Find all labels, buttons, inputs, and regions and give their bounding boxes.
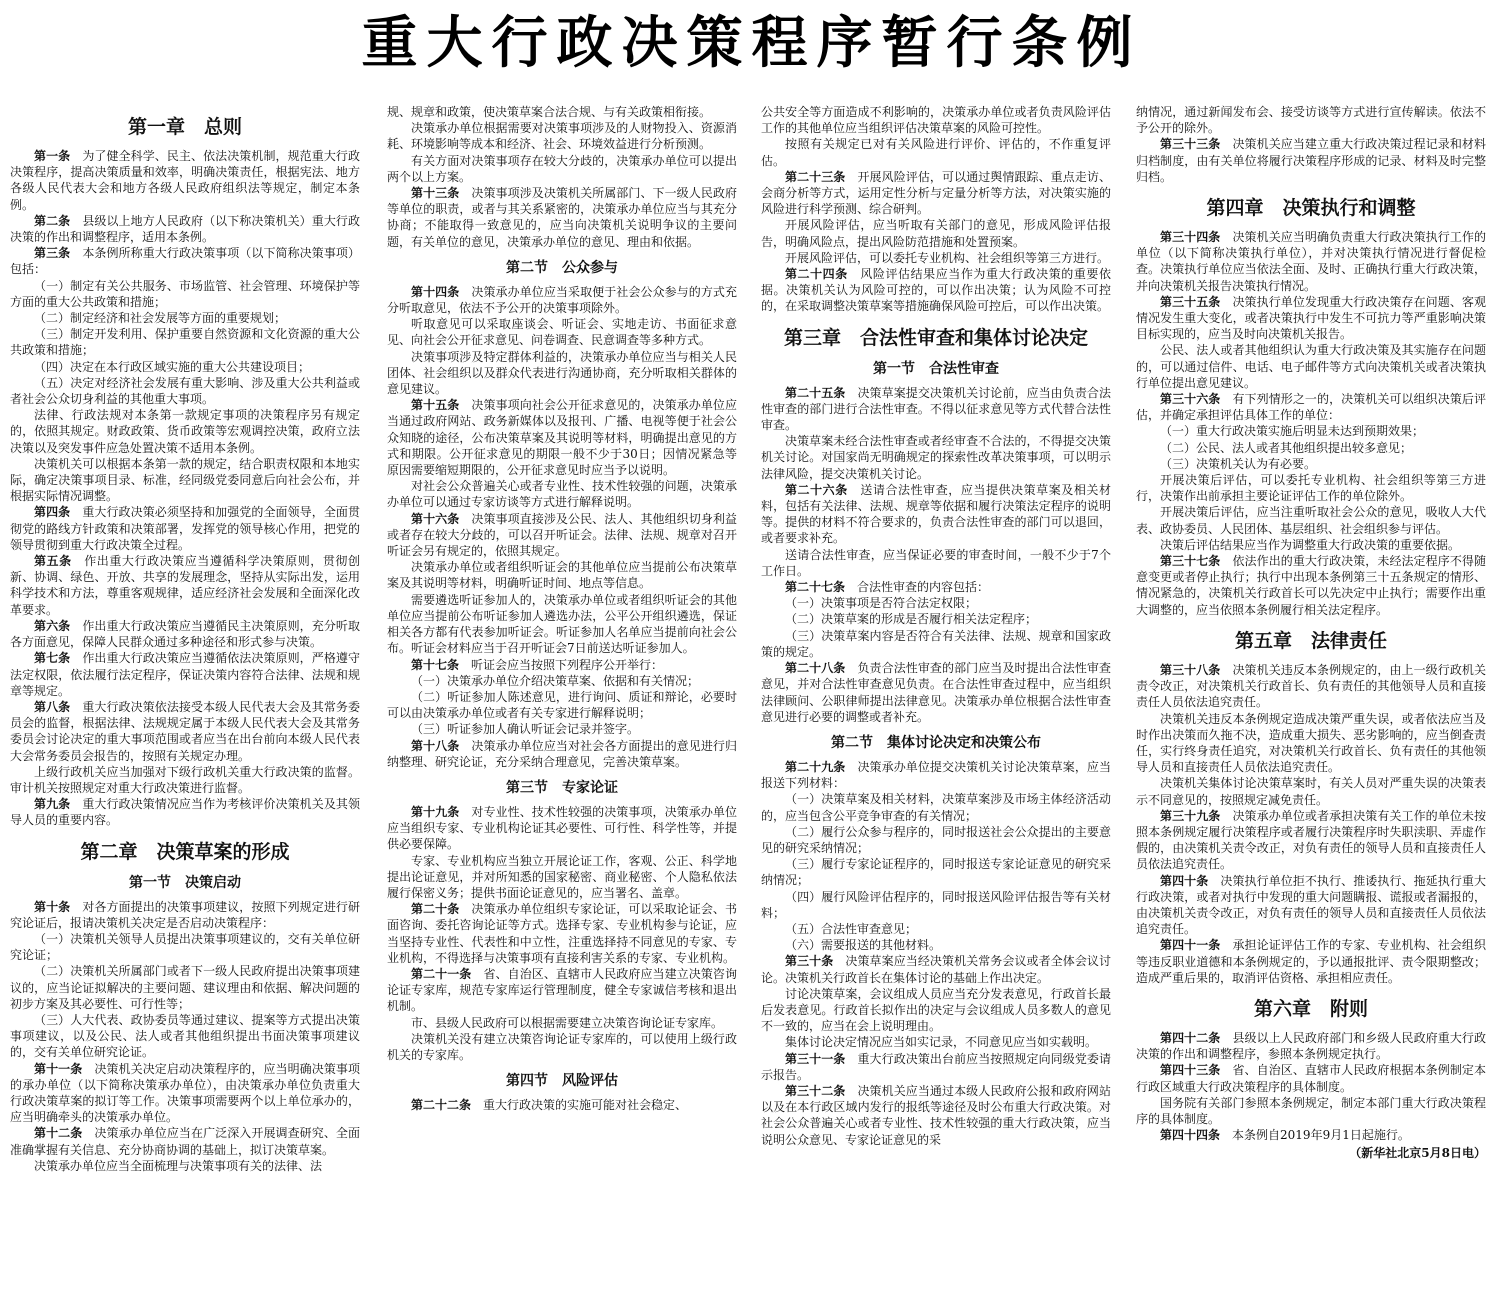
article-text: （一）决策草案及相关材料，决策草案涉及市场主体经济活动的，应当包含公平竞争审查的有关情况；: [761, 792, 1111, 823]
article-number: 第十九条: [411, 804, 460, 819]
article-text: （一）重大行政决策实施后明显未达到预期效果；: [1160, 424, 1425, 439]
article-text: 规、规章和政策，使决策草案合法合规、与有关政策相衔接。: [387, 105, 712, 119]
article-paragraph: [761, 104, 1111, 136]
article-text: 开展风险评估，应当听取有关部门的意见，形成风险评估报告，明确风险点，提出风险防范措施和处置预案。: [761, 218, 1111, 249]
article-paragraph: [761, 547, 1111, 579]
article-paragraph: [387, 120, 737, 152]
article-paragraph: [10, 553, 360, 618]
article-number: 第二十三条: [785, 169, 846, 184]
article-paragraph: [387, 592, 737, 657]
article-paragraph: [1136, 472, 1486, 504]
article-text: 决策机关违反本条例规定造成决策严重失误，或者依法应当及时作出决策而久拖不决，造成重大损失、恶劣影响的，应当倒查责任，实行终身责任追究，对决策机关行政首长、负有责任的其他领导人员和直接责任人员依法追究责任。: [1136, 711, 1486, 775]
article-text: 专家、专业机构应当独立开展论证工作，客观、公正、科学地提出论证意见，并对所知悉的国家秘密、商业秘密、个人隐私依法履行保密义务；提供书面论证意见的，应当署名、盖章。: [387, 853, 737, 900]
article-number: 第三十二条: [785, 1083, 846, 1098]
article-number: 第二十七条: [785, 580, 846, 595]
article-paragraph: [10, 764, 360, 796]
article-text: 重大行政决策的实施可能对社会稳定、: [483, 1098, 688, 1113]
article-text: 决策机关集体讨论决策草案时，有关人员对严重失误的决策表示不同意见的，按照规定减免责任。: [1136, 776, 1486, 807]
article-text: 决策后评估结果应当作为调整重大行政决策的重要依据。: [1160, 537, 1461, 552]
article-paragraph: [761, 1051, 1111, 1083]
article-paragraph: [1136, 808, 1486, 873]
section-heading: 第四节 风险评估: [506, 1073, 618, 1090]
article-number: 第八条: [34, 699, 71, 714]
article-text: 决策机关违反本条例规定的，由上一级行政机关责令改正，对决策机关行政首长、负有责任的其他领导人员和直接责任人员依法追究责任。: [1136, 662, 1486, 710]
article-paragraph: [761, 791, 1111, 823]
article-text: 讨论决策草案，会议组成人员应当充分发表意见，行政首长最后发表意见。行政首长拟作出的决定与会议组成人员多数人的意见不一致的，应当在会上说明理由。: [761, 986, 1111, 1034]
article-number: 第三十一条: [785, 1051, 846, 1066]
article-text: 决策机关应当明确负责重大行政决策执行工作的单位（以下简称决策执行单位），并对决策执行情况进行督促检查。决策执行单位应当依法全面、及时、正确执行重大行政决策，并向决策机关报告决策执行情况。: [1136, 230, 1486, 293]
article-number: 第十六条: [411, 511, 460, 526]
article-paragraph: [761, 1083, 1111, 1148]
article-text: 对各方面提出的决策事项建议，按照下列规定进行研究论证后，报请决策机关决定是否启动决策程序：: [10, 899, 360, 930]
article-text: 对专业性、技术性较强的决策事项，决策承办单位应当组织专家、专业机构论证其必要性、可行性、科学性等，并提供必要保障。: [387, 804, 737, 852]
article-text: 送请合法性审查，应当保证必要的审查时间，一般不少于7个工作日。: [761, 547, 1111, 578]
article-text: 重大行政决策必须坚持和加强党的全面领导，全面贯彻党的路线方针政策和决策部署，发挥党的领导核心作用，把党的领导贯彻到重大行政决策全过程。: [10, 505, 360, 552]
article-text: 重大行政决策情况应当作为考核评价决策机关及其领导人员的重要内容。: [10, 797, 360, 828]
article-number: 第二条: [34, 213, 71, 228]
text-column-4: [1136, 104, 1486, 1288]
article-paragraph: [387, 316, 737, 348]
article-number: 第七条: [34, 651, 71, 666]
article-number: 第十八条: [411, 738, 460, 753]
article-text: 公民、法人或者其他组织认为重大行政决策及其实施存在问题的，可以通过信件、电话、电子邮件等方式向决策机关或者决策执行单位提出意见建议。: [1136, 343, 1486, 390]
article-paragraph: [387, 284, 737, 316]
article-number: 第九条: [34, 797, 71, 812]
article-text: 决策草案未经合法性审查或者经审查不合法的，不得提交决策机关讨论。对国家尚无明确规定的探索性改革决策事项，可以明示法律风险，提交决策机关讨论。: [761, 434, 1111, 481]
article-paragraph: [387, 966, 737, 1015]
article-paragraph: [761, 628, 1111, 660]
article-text: 决策草案提交决策机关讨论前，应当由负责合法性审查的部门进行合法性审查。不得以征求意见等方式代替合法性审查。: [761, 385, 1111, 433]
article-text: （三）听证参加人确认听证会记录并签字。: [411, 722, 640, 737]
article-number: 第二十二条: [411, 1098, 472, 1113]
article-paragraph: [761, 953, 1111, 985]
article-paragraph: [1136, 1030, 1486, 1062]
article-text: 公共安全等方面造成不利影响的，决策承办单位或者负责风险评估工作的其他单位应当组织评估决策草案的风险可控性。: [761, 105, 1111, 136]
article-paragraph: [387, 1031, 737, 1063]
article-paragraph: [1136, 1062, 1486, 1094]
article-paragraph: [1136, 711, 1486, 776]
article-text: 决策承办单位应当在广泛深入开展调查研究、全面准确掌握有关信息、充分协商协调的基础上，拟订决策草案。: [10, 1126, 360, 1157]
section-heading: 第一节 合法性审查: [873, 360, 999, 377]
article-number: 第六条: [34, 618, 71, 633]
article-paragraph: [761, 217, 1111, 249]
article-text: 决策机关决定启动决策程序的，应当明确决策事项的承办单位（以下简称决策承办单位），由决策承办单位负责重大行政决策草案的拟订等工作。决策事项需要两个以上单位承办的，应当明确牵头的决策承办单位。: [10, 1061, 360, 1125]
article-number: 第二十四条: [785, 267, 848, 282]
article-text: 决策承办单位应当对社会各方面提出的意见进行归纳整理、研究论证，充分采纳合理意见，完善决策草案。: [387, 738, 737, 769]
article-text: 承担论证评估工作的专家、专业机构、社会组织等违反职业道德和本条例规定的，予以通报批评、责令限期整改；造成严重后果的，取消评估资格、承担相应责任。: [1136, 938, 1486, 985]
article-paragraph: [761, 385, 1111, 434]
article-paragraph: [10, 213, 360, 245]
chapter-heading: 第二章 决策草案的形成: [80, 840, 290, 863]
article-paragraph: [10, 375, 360, 407]
chapter-heading: 第六章 附则: [1253, 997, 1368, 1020]
section-heading: 第二节 公众参与: [506, 259, 618, 276]
article-text: 风险评估结果应当作为重大行政决策的重要依据。决策机关认为风险可控的，可以作出决策；认为风险不可控的，在采取调整决策草案等措施确保风险可控后，可以作出决策。: [761, 267, 1111, 314]
article-text: 作出重大行政决策应当遵循民主决策原则，充分听取各方面意见，保障人民群众通过多种途径和形式参与决策。: [10, 618, 360, 650]
article-number: 第四十条: [1160, 873, 1209, 888]
article-paragraph: [10, 618, 360, 650]
article-text: （五）决定对经济社会发展有重大影响、涉及重大公共利益或者社会公众切身利益的其他重大事项。: [10, 375, 360, 407]
article-text: 作出重大行政决策应当遵循依法决策原则，严格遵守法定权限，依法履行法定程序，保证决策内容符合法律、法规和规章等规定。: [10, 651, 360, 698]
article-paragraph: [1136, 104, 1486, 136]
chapter-heading: 第三章 合法性审查和集体讨论决定: [783, 326, 1088, 349]
article-paragraph: [10, 963, 360, 1012]
article-text: 集体讨论决定情况应当如实记录，不同意见应当如实载明。: [785, 1035, 1098, 1050]
article-number: 第十一条: [34, 1061, 83, 1076]
article-text: 开展风险评估，可以委托专业机构、社会组织等第三方进行。: [785, 250, 1110, 265]
article-paragraph: [10, 245, 360, 277]
article-paragraph: [1136, 136, 1486, 185]
article-paragraph: [1136, 504, 1486, 536]
article-paragraph: [10, 1012, 360, 1061]
article-text: 决策承办单位或者组织听证会的其他单位应当提前公布决策草案及其说明等材料，明确听证时间、地点等信息。: [387, 560, 737, 591]
article-paragraph: [387, 1015, 737, 1031]
article-text: 决策机关可以根据本条第一款的规定，结合职责权限和本地实际，确定决策事项目录、标准，经同级党委同意后向社会公布，并根据实际情况调整。: [10, 456, 360, 504]
article-number: 第四十三条: [1160, 1063, 1221, 1078]
article-paragraph: [761, 433, 1111, 482]
chapter-heading: 第四章 决策执行和调整: [1206, 197, 1416, 220]
article-text: 重大行政决策出台前应当按照规定向同级党委请示报告。: [761, 1051, 1111, 1082]
article-paragraph: [387, 804, 737, 853]
chapter-heading: 第五章 法律责任: [1234, 629, 1387, 652]
article-text: 需要遴选听证参加人的，决策承办单位或者组织听证会的其他单位应当提前公布听证参加人遴选办法，公平公开组织遴选，保证相关各方都有代表参加听证会。听证参加人名单应当提前向社会公布。听证会材料应当于召开听证会7日前送达听证参加人。: [387, 592, 737, 656]
article-text: 听取意见可以采取座谈会、听证会、实地走访、书面征求意见、向社会公开征求意见、问卷调查、民意调查等多种方式。: [387, 317, 737, 348]
article-text: 有下列情形之一的，决策机关可以组织决策后评估，并确定承担评估具体工作的单位：: [1136, 392, 1486, 423]
article-number: 第二十九条: [785, 759, 846, 774]
article-paragraph: [761, 986, 1111, 1035]
article-paragraph: [1136, 440, 1486, 456]
article-paragraph: [10, 1158, 360, 1174]
article-paragraph: [387, 478, 737, 510]
article-number: 第四十四条: [1160, 1128, 1221, 1143]
article-text: 有关方面对决策事项存在较大分歧的，决策承办单位可以提出两个以上方案。: [387, 153, 737, 184]
article-paragraph: [1136, 391, 1486, 423]
article-text: 本条例自2019年9月1日起施行。: [1232, 1128, 1410, 1143]
section-heading: 第二节 集体讨论决定和决策公布: [831, 734, 1041, 751]
article-text: 决策事项直接涉及公民、法人、其他组织切身利益或者存在较大分歧的，可以召开听证会。法律、法规、规章对召开听证会另有规定的，依照其规定。: [387, 511, 737, 559]
article-paragraph: [387, 689, 737, 721]
article-paragraph: [387, 1097, 737, 1113]
article-paragraph: [10, 326, 360, 358]
article-number: 第三十条: [785, 954, 834, 969]
article-number: 第三条: [34, 246, 71, 261]
article-number: 第一条: [34, 149, 71, 163]
article-paragraph: [10, 278, 360, 310]
article-text: 开展风险评估，可以通过舆情跟踪、重点走访、会商分析等方式，运用定性分析与定量分析等方法，对决策实施的风险进行科学预测、综合研判。: [761, 169, 1111, 217]
article-paragraph: [387, 673, 737, 689]
article-text: 决策机关没有建立决策咨询论证专家库的，可以使用上级行政机关的专家库。: [387, 1031, 737, 1062]
section-heading: 第三节 专家论证: [506, 779, 618, 796]
article-paragraph: [761, 266, 1111, 315]
article-text: 决策机关应当通过本级人民政府公报和政府网站以及在本行政区域内发行的报纸等途径及时公布重大行政决策。对社会公众普遍关心或者专业性、技术性较强的重大行政决策，应当说明公众意见、专家论证意见的采: [761, 1083, 1111, 1147]
article-text: 本条例所称重大行政决策事项（以下简称决策事项）包括：: [10, 246, 360, 277]
article-text: 决策承办单位提交决策机关讨论决策草案，应当报送下列材料：: [761, 759, 1111, 791]
article-text: （二）听证参加人陈述意见，进行询问、质证和辩论，必要时可以由决策承办单位或者有关专家进行解释说明；: [387, 689, 737, 721]
article-text: 开展决策后评估，可以委托专业机构、社会组织等第三方进行，决策作出前承担主要论证评估工作的单位除外。: [1136, 473, 1486, 504]
article-number: 第三十四条: [1160, 230, 1221, 245]
article-paragraph: [761, 759, 1111, 791]
article-text: 决策承办单位应当全面梳理与决策事项有关的法律、法: [34, 1158, 323, 1173]
article-text: 决策承办单位组织专家论证，可以采取论证会、书面咨询、委托咨询论证等方式。选择专家、专业机构参与论证，应当坚持专业性、代表性和中立性，注重选择持不同意见的专家、专业机构，不得选择与决策事项有直接利害关系的专家、专业机构。: [387, 902, 737, 965]
article-paragraph: [10, 796, 360, 828]
article-number: 第二十六条: [785, 482, 848, 497]
news-source: （新华社北京5月8日电）: [1349, 1146, 1486, 1161]
article-paragraph: [761, 824, 1111, 856]
article-paragraph: [10, 504, 360, 553]
page-title: 重大行政决策程序暂行条例: [361, 11, 1142, 76]
article-number: 第十七条: [411, 657, 460, 672]
article-paragraph: [10, 359, 360, 375]
article-text: （二）决策草案的形成是否履行相关法定程序；: [785, 612, 1038, 627]
article-text: 送请合法性审查，应当提供决策草案及相关材料，包括有关法律、法规、规章等依据和履行决策法定程序的说明等。提供的材料不符合要求的，负责合法性审查的部门可以退回，或者要求补充。: [761, 482, 1111, 546]
article-paragraph: [1136, 775, 1486, 807]
article-text: （一）决策承办单位介绍决策草案、依据和有关情况；: [411, 673, 700, 688]
article-number: 第三十九条: [1160, 808, 1221, 823]
chapter-heading: 第一章 总则: [127, 116, 242, 138]
article-number: 第十四条: [411, 284, 460, 299]
article-paragraph: [10, 931, 360, 963]
article-paragraph: [387, 559, 737, 591]
article-paragraph: [387, 104, 737, 120]
article-number: 第二十五条: [785, 385, 846, 400]
article-number: 第四条: [34, 505, 71, 520]
article-text: 决策执行单位拒不执行、推诿执行、拖延执行重大行政决策，或者对执行中发现的重大问题瞒报、谎报或者漏报的，由决策机关责令改正，对负有责任的领导人员和直接责任人员依法追究责任。: [1136, 873, 1486, 937]
article-paragraph: [1136, 1095, 1486, 1127]
article-number: 第三十五条: [1160, 294, 1221, 309]
article-number: 第二十八条: [785, 661, 846, 676]
article-text: 决策执行单位发现重大行政决策存在问题、客观情况发生重大变化，或者决策执行中发生不可抗力等严重影响决策目标实现的，应当及时向决策机关报告。: [1136, 294, 1486, 342]
article-paragraph: [1136, 662, 1486, 711]
article-text: 按照有关规定已对有关风险进行评价、评估的，不作重复评估。: [761, 137, 1111, 168]
article-text: 决策事项涉及特定群体利益的，决策承办单位应当与相关人民团体、社会组织以及群众代表进行沟通协商，充分听取相关群体的意见建议。: [387, 349, 737, 397]
article-paragraph: [387, 397, 737, 478]
text-column-3: [761, 104, 1111, 1288]
article-number: 第二十一条: [411, 966, 472, 981]
article-paragraph: [10, 699, 360, 764]
article-paragraph: [387, 153, 737, 185]
article-paragraph: [1136, 294, 1486, 343]
article-text: （二）公民、法人或者其他组织提出较多意见；: [1160, 440, 1413, 455]
article-text: （五）合法性审查意见；: [785, 921, 918, 936]
article-text: 决策事项涉及决策机关所属部门、下一级人民政府等单位的职责，或者与其关系紧密的，决策承办单位应当与其充分协商；不能取得一致意见的，应当向决策机关说明争议的主要问题，有关单位的意见，决策承办单位的意见、理由和依据。: [387, 186, 737, 249]
article-text: 决策承办单位应当采取便于社会公众参与的方式充分听取意见，依法不予公开的决策事项除外。: [387, 284, 737, 316]
article-number: 第二十条: [411, 902, 460, 917]
section-heading: 第一节 决策启动: [129, 874, 241, 891]
article-number: 第三十八条: [1160, 662, 1221, 677]
article-text: 开展决策后评估，应当注重听取社会公众的意见，吸收人大代表、政协委员、人民团体、基层组织、社会组织参与评估。: [1136, 505, 1486, 536]
text-column-2: [387, 104, 737, 1288]
article-number: 第十二条: [34, 1126, 83, 1141]
article-text: 国务院有关部门参照本条例规定，制定本部门重大行政决策程序的具体制度。: [1136, 1095, 1486, 1126]
article-number: 第十三条: [411, 186, 460, 201]
article-number: 第三十三条: [1160, 137, 1221, 152]
article-text: 决策事项向社会公开征求意见的，决策承办单位应当通过政府网站、政务新媒体以及报刊、广播、电视等便于社会公众知晓的途径，公布决策草案及其说明等材料，明确提出意见的方式和期限。公开征求意见的期限一般不少于30日；因情况紧急等原因需要缩短期限的，公开征求意见时应当予以说明。: [387, 398, 737, 478]
article-paragraph: [387, 853, 737, 902]
article-paragraph: [1136, 1127, 1486, 1143]
article-paragraph: [10, 456, 360, 505]
article-text: （一）决策机关领导人员提出决策事项建议的，交有关单位研究论证；: [10, 931, 360, 963]
article-text: 县级以上人民政府部门和乡级人民政府重大行政决策的作出和调整程序，参照本条例规定执行。: [1136, 1030, 1486, 1062]
article-paragraph: [1136, 423, 1486, 439]
article-paragraph: [387, 657, 737, 673]
article-paragraph: [761, 136, 1111, 168]
article-text: 合法性审查的内容包括：: [857, 580, 990, 595]
article-paragraph: [10, 650, 360, 699]
article-number: 第十五条: [411, 398, 460, 413]
article-paragraph: [761, 169, 1111, 218]
article-paragraph: [387, 901, 737, 966]
article-text: （六）需要报送的其他材料。: [785, 938, 942, 953]
article-text: （三）决策机关认为有必要。: [1160, 456, 1317, 471]
article-paragraph: [1136, 456, 1486, 472]
article-paragraph: [761, 611, 1111, 627]
article-paragraph: [1136, 553, 1486, 618]
article-text: 省、自治区、直辖市人民政府应当建立决策咨询论证专家库，规范专家库运行管理制度，健全专家诚信考核和退出机制。: [387, 966, 737, 1014]
article-paragraph: [10, 1125, 360, 1157]
article-paragraph: [761, 579, 1111, 595]
article-text: 省、自治区、直辖市人民政府根据本条例制定本行政区域重大行政决策程序的具体制度。: [1136, 1063, 1486, 1094]
article-text: （二）制定经济和社会发展等方面的重要规划；: [34, 311, 287, 326]
article-number: 第四十一条: [1160, 938, 1221, 953]
article-text: 决策机关应当建立重大行政决策过程记录和材料归档制度，由有关单位将履行决策程序形成的记录、材料及时完整归档。: [1136, 137, 1486, 184]
article-paragraph: [387, 738, 737, 770]
article-paragraph: [10, 407, 360, 456]
article-text: 县级以上地方人民政府（以下称决策机关）重大行政决策的作出和调整程序，适用本条例。: [10, 213, 360, 245]
article-text: （三）人大代表、政协委员等通过建议、提案等方式提出决策事项建议，以及公民、法人或者其他组织提出书面决策事项建议的，交有关单位研究论证。: [10, 1012, 360, 1060]
article-paragraph: [387, 511, 737, 560]
article-text: 决策承办单位或者承担决策有关工作的单位未按照本条例规定履行决策程序或者履行决策程序时失职渎职、弄虚作假的，由决策机关责令改正，对负有责任的领导人员和直接责任人员依法追究责任。: [1136, 808, 1486, 872]
article-text: （一）制定有关公共服务、市场监管、社会管理、环境保护等方面的重大公共政策和措施；: [10, 278, 360, 309]
article-text: 决策承办单位根据需要对决策事项涉及的人财物投入、资源消耗、环境影响等成本和经济、社会、环境效益进行分析预测。: [387, 121, 737, 152]
article-text: （三）制定开发利用、保护重要自然资源和文化资源的重大公共政策和措施；: [10, 327, 360, 358]
article-number: 第十条: [34, 899, 71, 914]
article-text: （四）履行风险评估程序的，同时报送风险评估报告等有关材料；: [761, 889, 1111, 920]
article-text: （三）决策草案内容是否符合有关法律、法规、规章和国家政策的规定。: [761, 628, 1111, 659]
article-paragraph: [1136, 537, 1486, 553]
article-text: （一）决策事项是否符合法定权限；: [785, 596, 978, 611]
article-paragraph: [761, 660, 1111, 725]
article-paragraph: [387, 349, 737, 398]
article-text: 上级行政机关应当加强对下级行政机关重大行政决策的监督。审计机关按照规定对重大行政决策进行监督。: [10, 764, 360, 795]
article-paragraph: [761, 482, 1111, 547]
article-text: 纳情况，通过新闻发布会、接受访谈等方式进行宣传解读。依法不予公开的除外。: [1136, 105, 1486, 136]
article-text: （三）履行专家论证程序的，同时报送专家论证意见的研究采纳情况；: [761, 857, 1111, 888]
article-paragraph: [761, 250, 1111, 266]
article-paragraph: [10, 148, 360, 213]
article-paragraph: [761, 595, 1111, 611]
article-text: （二）决策机关所属部门或者下一级人民政府提出决策事项建议的，应当论证拟解决的主要问题、建议理由和依据、解决问题的初步方案及其必要性、可行性等；: [10, 964, 360, 1011]
article-number: 第四十二条: [1160, 1030, 1221, 1045]
article-text: 重大行政决策依法接受本级人民代表大会及其常务委员会的监督，根据法律、法规规定属于本级人民代表大会及其常务委员会讨论决定的重大事项范围或者应当在出台前向本级人民代表大会常务委员会报告的，按照有关规定办理。: [10, 699, 360, 763]
article-paragraph: [761, 921, 1111, 937]
article-paragraph: [761, 937, 1111, 953]
article-paragraph: [10, 899, 360, 931]
article-paragraph: [387, 185, 737, 250]
article-text: 听证会应当按照下列程序公开举行：: [471, 657, 664, 672]
article-paragraph: [761, 1034, 1111, 1050]
article-text: 依法作出的重大行政决策，未经法定程序不得随意变更或者停止执行；执行中出现本条例第三十五条规定的情形、情况紧急的，决策机关行政首长可以先决定中止执行；需要作出重大调整的，应当依照本条例履行相关法定程序。: [1136, 554, 1486, 617]
article-text: 为了健全科学、民主、依法决策机制，规范重大行政决策程序，提高决策质量和效率，明确决策责任，根据宪法、地方各级人民代表大会和地方各级人民政府组织法等规定，制定本条例。: [10, 149, 360, 212]
article-text: 市、县级人民政府可以根据需要建立决策咨询论证专家库。: [411, 1015, 724, 1030]
article-text: 法律、行政法规对本条第一款规定事项的决策程序另有规定的，依照其规定。财政政策、货币政策等宏观调控决策，政府立法决策以及突发事件应急处置决策不适用本条例。: [10, 408, 360, 455]
article-paragraph: [1136, 873, 1486, 938]
article-text: 作出重大行政决策应当遵循科学决策原则，贯彻创新、协调、绿色、开放、共享的发展理念，坚持从实际出发，运用科学技术和方法，尊重客观规律，适应经济社会发展和全面深化改革要求。: [10, 554, 360, 617]
article-paragraph: [761, 856, 1111, 888]
article-paragraph: [1136, 937, 1486, 986]
article-number: 第三十六条: [1160, 392, 1221, 407]
article-paragraph: [387, 721, 737, 737]
article-text: （二）履行公众参与程序的，同时报送社会公众提出的主要意见的研究采纳情况；: [761, 824, 1111, 855]
article-text: 负责合法性审查的部门应当及时提出合法性审查意见，并对合法性审查意见负责。在合法性审查过程中，应当组织法律顾问、公职律师提出法律意见。决策承办单位根据合法性审查意见进行必要的调整或者补充。: [761, 661, 1111, 724]
article-paragraph: [761, 889, 1111, 921]
article-paragraph: [1136, 229, 1486, 294]
article-number: 第五条: [34, 554, 72, 569]
article-paragraph: [10, 310, 360, 326]
article-number: 第三十七条: [1160, 554, 1221, 569]
article-text: （四）决定在本行政区域实施的重大公共建设项目；: [34, 359, 311, 374]
text-column-1: [10, 104, 360, 1288]
article-text: 决策草案应当经决策机关常务会议或者全体会议讨论。决策机关行政首长在集体讨论的基础上作出决定。: [761, 954, 1111, 985]
article-paragraph: [10, 1061, 360, 1126]
article-paragraph: [1136, 342, 1486, 391]
article-text: 对社会公众普遍关心或者专业性、技术性较强的问题，决策承办单位可以通过专家访谈等方式进行解释说明。: [387, 479, 737, 510]
